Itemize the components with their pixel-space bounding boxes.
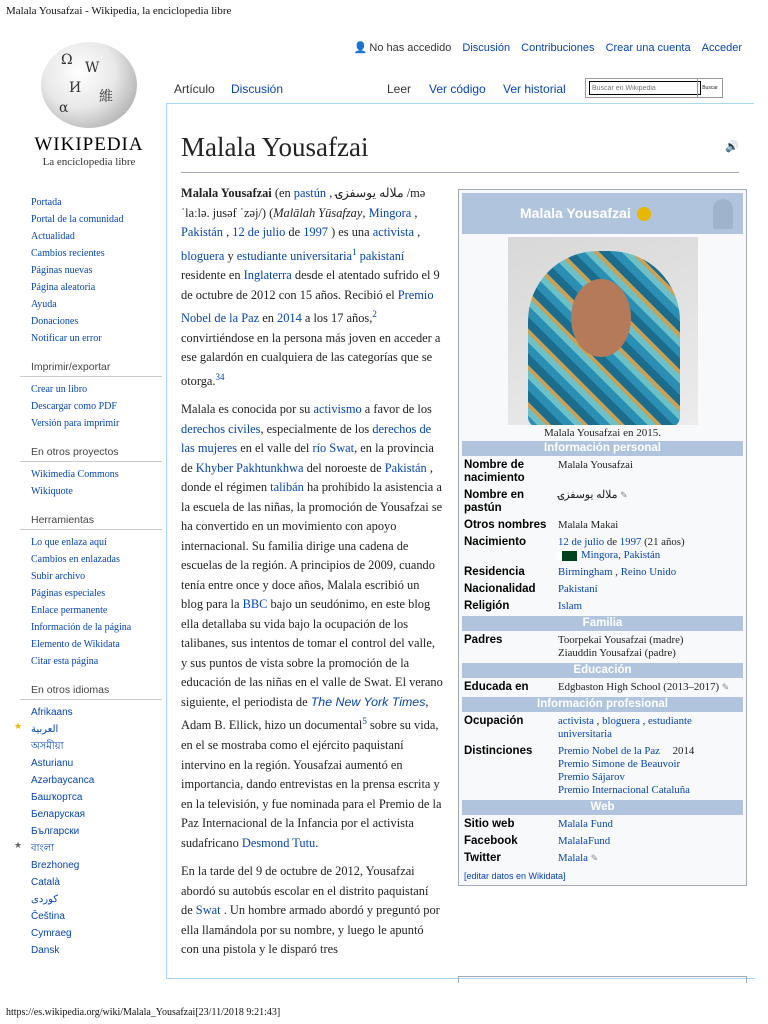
wikipedia-tagline: La enciclopedia libre [42,156,136,168]
user-icon: 👤 [353,42,368,54]
pakistan-flag-icon [558,551,577,561]
sidebar-item-crear-libro[interactable]: Crear un libro [31,384,88,395]
sidebar-item-enlaza[interactable]: Lo que enlaza aquí [31,537,107,548]
lang-item[interactable]: کوردی [31,894,59,905]
link-khyber[interactable]: Khyber Pakhtunkhwa [195,460,304,475]
table-row: Padres Toorpekai Yousafzai (madre) Ziauddin Yousafzai (padre) [464,634,684,659]
search-input[interactable] [589,81,701,95]
tab-article[interactable]: Artículo [168,72,221,103]
paragraph-intro: Malala Yousafzai (en pastún , ملاله یوسفزۍ /mə ˈlaːlə. jusəf ˈzəj/) (Malālah Yūsafzay, Mingora , Pakistán , 12 de julio de 1997 ) es una activista , bloguera y estudiante universitaria$^1$ pakistaní residente en Inglaterra desde el atentado sufrido el 9 de octubre de 2012 con 15 años. Recibió el Premio Nobel de la Paz en 2014 a los 17 años,$^2$ convirtiéndose en la persona más joven en acceder a ese galardón en cualquiera de las categorías que se otorga.$^{34}$ [181,186,441,388]
table-row: Ocupación activista , bloguera , estudiante universitaria [464,715,692,740]
section-professional: Información profesional [462,697,743,712]
sidebar-nav [14,194,162,959]
infobox-title: Malala Yousafzai [462,193,743,234]
table-row: Distinciones Premio Nobel de la Paz 2014 Premio Simone de Beauvoir Premio Sájarov Premio Internacional Cataluña [464,745,695,796]
link-date[interactable]: 12 de julio [232,225,286,239]
sidebar-item-especiales[interactable]: Páginas especiales [31,588,106,599]
tab-talk[interactable]: Discusión [231,82,284,96]
lang-item[interactable]: Dansk [31,945,60,956]
sidebar-item-permanente[interactable]: Enlace permanente [31,605,108,616]
personal-contributions-link[interactable]: Contribuciones [521,42,595,54]
tab-view-source[interactable]: Ver código [429,82,486,96]
table-row: Nombre en pastún ملاله یوسفزۍ ✎ [464,489,628,514]
sidebar-heading-print: Imprimir/exportar [20,361,162,377]
sidebar-item-subir[interactable]: Subir archivo [31,571,86,582]
link-website[interactable]: Malala Fund [558,818,613,830]
link-occ-activista[interactable]: activista [558,715,594,727]
sidebar-item-wikidata[interactable]: Elemento de Wikidata [31,639,120,650]
sidebar-item-cambios-enlazadas[interactable]: Cambios en enlazadas [31,554,120,565]
sidebar-item-notificar[interactable]: Notificar un error [31,333,102,344]
infobox-table-web [462,816,743,867]
link-nobel[interactable]: Premio Nobel de la Paz [181,287,434,326]
pencil-icon[interactable]: ✎ [721,682,730,692]
link-birmingham[interactable]: Birmingham [558,566,613,578]
good-article-star-icon: ★ [14,840,23,850]
lang-item[interactable]: Беларуская [31,809,86,820]
link-bloguera[interactable]: bloguera [181,248,225,263]
page-url: https://es.wikipedia.org/wiki/Malala_Yousafzai[23/11/2018 9:21:43] [6,1007,281,1018]
table-row: Nacimiento 12 de julio de 1997 (21 años) Mingora, Pakistán [464,536,685,561]
link-tutu[interactable]: Desmond Tutu [241,835,316,850]
link-award-nobel[interactable]: Premio Nobel de la Paz [558,745,660,757]
lang-item[interactable]: Azərbaycanca [31,775,95,786]
link-pastun[interactable]: pastún [293,186,327,200]
sidebar-item-actualidad[interactable]: Actualidad [31,231,75,242]
table-row: Educada en Edgbaston High School (2013–2017) ✎ [464,681,730,693]
table-row: Religión Islam [464,600,582,612]
table-row: Nombre de nacimiento Malala Yousafzai [464,459,633,484]
link-mingora[interactable]: Mingora [368,205,412,220]
link-uk[interactable]: Reino Unido [620,566,677,578]
ref-2[interactable]: 2 [372,309,377,320]
page-title: Malala Yousafzai [181,132,369,162]
secondary-box [458,976,747,983]
sidebar-item-cambios[interactable]: Cambios recientes [31,248,105,259]
sidebar-item-imprimir[interactable]: Versión para imprimir [31,418,120,429]
section-web: Web [462,800,743,815]
featured-star-icon: ★ [14,721,23,731]
edit-wikidata-link[interactable]: [editar datos en Wikidata] [464,871,566,881]
table-row: Sitio web Malala Fund [464,818,613,830]
sidebar-item-wikiquote[interactable]: Wikiquote [31,486,73,497]
link-nyt[interactable]: The New York Times [310,694,426,709]
link-born-country[interactable]: Pakistán [623,549,661,561]
table-row: Facebook MalalaFund [464,835,611,847]
infobox-table-personal [462,457,743,615]
create-account-link[interactable]: Crear una cuenta [605,42,691,54]
lang-item[interactable]: العربية [31,724,59,735]
ref-5[interactable]: 5 [362,716,367,727]
link-activismo[interactable]: activismo [313,402,362,417]
link-activista[interactable]: activista [372,225,414,239]
paragraph-activism: Malala es conocida por su activismo a favor de los derechos civiles, especialmente de los derechos de las mujeres en el valle del río Swat, en la provincia de Khyber Pakhtunkhwa del noroeste de Pakistán , donde el régimen talibán ha prohibido la asistencia a la escuela de las niñas, la promoción de Yousafzai se ha convertido en un movimiento con apoyo internacional. Su familia dirige una cadena de escuelas de la región. A principios de 2009, cuando tenía entre once y doce años, Malala escribió un blog para la BBC bajo un seudónimo, en este blog ella detallaba su vida bajo la ocupación de los talibanes, sus intentos de tomar el control del valle, y sus puntos de vista sobre la promoción de la educación de las niñas en el valle de Swat. El verano siguiente, el periodista de The New York Times, Adam B. Ellick, hizo un documental$^5$ sobre su vida, en el se mostraba como el ejército paquistaní intervino en la región. Yousafzai aumentó en importancia, dando entrevistas en la prensa escrita y en la televisión, y fue nominada para el Premio de la Paz Internacional de la Infancia por el activista sudafricano Desmond Tutu. [181,402,443,850]
window-title: Malala Yousafzai - Wikipedia, la enciclopedia libre [6,5,232,17]
personal-discussion-link[interactable]: Discusión [462,42,511,54]
link-bbc[interactable]: BBC [242,597,268,612]
link-born-year[interactable]: 1997 [619,536,642,548]
sidebar-item-ayuda[interactable]: Ayuda [31,299,57,310]
pencil-icon[interactable]: ✎ [590,853,599,863]
speaker-icon[interactable]: 🔊 [725,141,739,153]
link-facebook[interactable]: MalalaFund [558,835,611,847]
section-family: Familia [462,616,743,631]
link-twitter[interactable]: Malala [558,852,588,864]
link-derechos-mujeres[interactable]: derechos de las mujeres [181,421,432,456]
person-silhouette-icon [713,199,733,229]
paragraph-attack: En la tarde del 9 de octubre de 2012, Yousafzai abordó su autobús escolar en el distrito paquistaní de Swat . Un hombre armado abordó y preguntó por ella llamándola por su nombre, y luego le apuntó con una pistola y le disparó tres [181,864,440,956]
wikipedia-wordmark: WIKIPEDIA [34,134,144,155]
main-content [166,104,755,979]
sidebar-item-nuevas[interactable]: Páginas nuevas [31,265,93,276]
table-row: Twitter Malala ✎ [464,852,599,864]
nobel-medal-icon [637,207,651,221]
link-pakistani[interactable]: pakistaní [359,248,405,263]
link-year[interactable]: 1997 [303,225,328,239]
link-occ-bloguera[interactable]: bloguera [602,715,640,727]
article-body [181,184,443,969]
link-estudiante[interactable]: estudiante universitaria [236,248,353,263]
section-education: Educación [462,663,743,678]
sidebar-item-pdf[interactable]: Descargar como PDF [31,401,117,412]
tab-read[interactable]: Leer [381,72,417,103]
ref-34[interactable]: 34 [215,371,225,382]
sidebar-item-aleatoria[interactable]: Página aleatoria [31,282,96,293]
table-row: Residencia Birmingham , Reino Unido [464,566,677,578]
lang-item[interactable]: Brezhoneg [31,860,80,871]
wikipedia-logo[interactable] [30,42,148,172]
link-nationality[interactable]: Pakistaní [558,583,598,595]
lang-item[interactable]: Башҡортса [31,792,83,803]
search-box [585,78,723,98]
not-logged-label: No has accedido [369,42,452,54]
link-award-sajarov[interactable]: Premio Sájarov [558,771,625,783]
search-button[interactable]: Buscar [697,79,722,97]
link-religion[interactable]: Islam [558,600,582,612]
link-taliban[interactable]: talibán [270,480,304,495]
infobox-table-professional [462,713,743,799]
infobox [458,189,747,886]
link-rio-swat[interactable]: río Swat [312,441,355,456]
lang-item[interactable]: Asturianu [31,758,74,769]
link-derechos-civiles[interactable]: derechos civiles [181,421,261,436]
infobox-table-education [462,679,743,696]
link-inglaterra[interactable]: Inglaterra [243,268,292,283]
tab-history[interactable]: Ver historial [503,82,566,96]
lang-item[interactable]: বাংলা [31,843,55,854]
lang-item[interactable]: Català [31,877,60,888]
lang-item[interactable]: Cymraeg [31,928,72,939]
sidebar-item-portada[interactable]: Portada [31,197,62,208]
link-pakistan-2[interactable]: Pakistán [384,460,427,475]
link-occ-estudiante[interactable]: estudiante universitaria [558,715,692,740]
personal-tools [346,41,742,54]
sidebar-heading-projects: En otros proyectos [20,446,162,462]
lang-item[interactable]: Български [31,826,80,837]
link-born-date[interactable]: 12 de julio [558,536,605,548]
pencil-icon[interactable]: ✎ [620,490,628,500]
sidebar-item-commons[interactable]: Wikimedia Commons [31,469,119,480]
table-row: Nacionalidad Pakistaní [464,583,598,595]
lang-item[interactable]: Afrikaans [31,707,73,718]
sidebar-item-donaciones[interactable]: Donaciones [31,316,79,327]
link-2014[interactable]: 2014 [277,311,302,326]
lang-item[interactable]: Čeština [31,911,65,922]
portrait-photo[interactable] [508,237,698,425]
link-award-beauvoir[interactable]: Premio Simone de Beauvoir [558,758,681,770]
link-swat[interactable]: Swat [195,903,221,917]
table-row: Otros nombres Malala Makai [464,519,619,531]
section-personal: Información personal [462,441,743,456]
link-pakistan[interactable]: Pakistán [181,225,223,239]
globe-icon: Ω W И 維 α [41,42,137,128]
sidebar-item-citar[interactable]: Citar esta página [31,656,99,667]
link-award-cataluna[interactable]: Premio Internacional Cataluña [558,784,690,796]
sidebar-item-info-pagina[interactable]: Información de la página [31,622,132,633]
link-born-city[interactable]: Mingora [581,549,619,561]
ref-1[interactable]: 1 [352,246,357,257]
photo-caption: Malala Yousafzai en 2015. [543,427,661,439]
login-link[interactable]: Acceder [701,42,742,54]
sidebar-heading-tools: Herramientas [20,514,162,530]
infobox-table-family [462,632,743,662]
lang-item[interactable]: অসমীয়া [31,741,64,752]
sidebar-item-portal[interactable]: Portal de la comunidad [31,214,124,225]
sidebar-heading-langs: En otros idiomas [20,684,162,700]
